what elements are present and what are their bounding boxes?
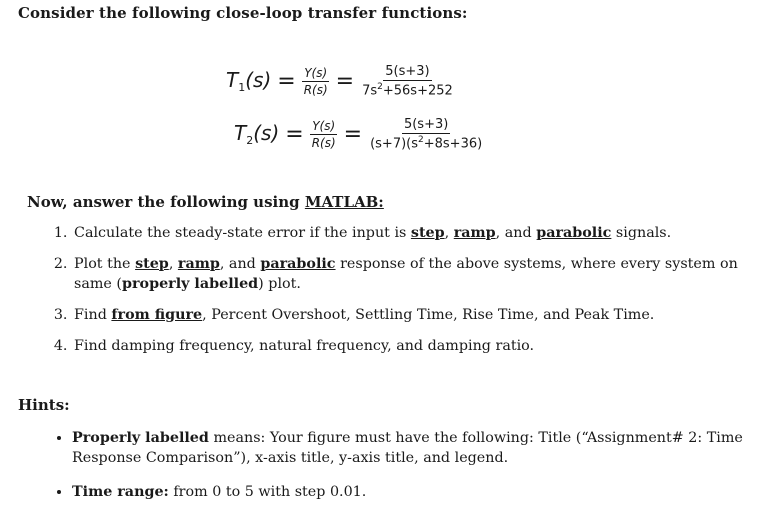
equals-sign: = bbox=[277, 68, 296, 94]
question-3: 3. Find from figure, Percent Overshoot, Settling Time, Rise Time, and Peak Time. bbox=[72, 305, 771, 325]
question-2: 2. Plot the step, ramp, and parabolic response of the above systems, where every system on same (properly labelled) plot. bbox=[72, 254, 771, 294]
equals-sign: = bbox=[343, 121, 363, 147]
equation-t2 bbox=[234, 117, 484, 151]
t2-transfer-function: $\frac{5(s+3)}{(s+7)(s^2+8s+36)}$ bbox=[370, 117, 483, 152]
equation-t1 bbox=[226, 64, 455, 98]
equals-sign: = bbox=[335, 68, 355, 94]
t1-transfer-function: $\frac{5(s+3)}{7s^2+56s+252}$ bbox=[362, 64, 453, 99]
page-heading: Consider the following close-loop transfer functions: bbox=[18, 4, 468, 22]
hints-title: Hints: bbox=[18, 396, 70, 414]
hint-list bbox=[52, 428, 771, 516]
question-list bbox=[46, 223, 771, 367]
hint-item: • Properly labelled means: Your figure must have the following: Title (“Assignment# 2: Time Response Comparison”), x-axis title, y-axis title, and legend. bbox=[72, 428, 771, 468]
t2-lhs: $T_2(s)$ bbox=[234, 121, 280, 148]
section-title: Now, answer the following using MATLAB: bbox=[27, 193, 384, 211]
question-1: 1. Calculate the steady-state error if the input is step, ramp, and parabolic signals. bbox=[72, 223, 771, 243]
t2-io-ratio: $\frac{Y(s)}{R(s)}$ bbox=[311, 118, 336, 150]
hint-item: • Time range: from 0 to 5 with step 0.01. bbox=[72, 482, 771, 502]
question-4: 4. Find damping frequency, natural frequency, and damping ratio. bbox=[72, 336, 771, 356]
t1-lhs: $T_1(s)$ bbox=[226, 68, 272, 95]
equals-sign: = bbox=[285, 121, 304, 147]
t1-io-ratio: $\frac{Y(s)}{R(s)}$ bbox=[303, 65, 328, 97]
